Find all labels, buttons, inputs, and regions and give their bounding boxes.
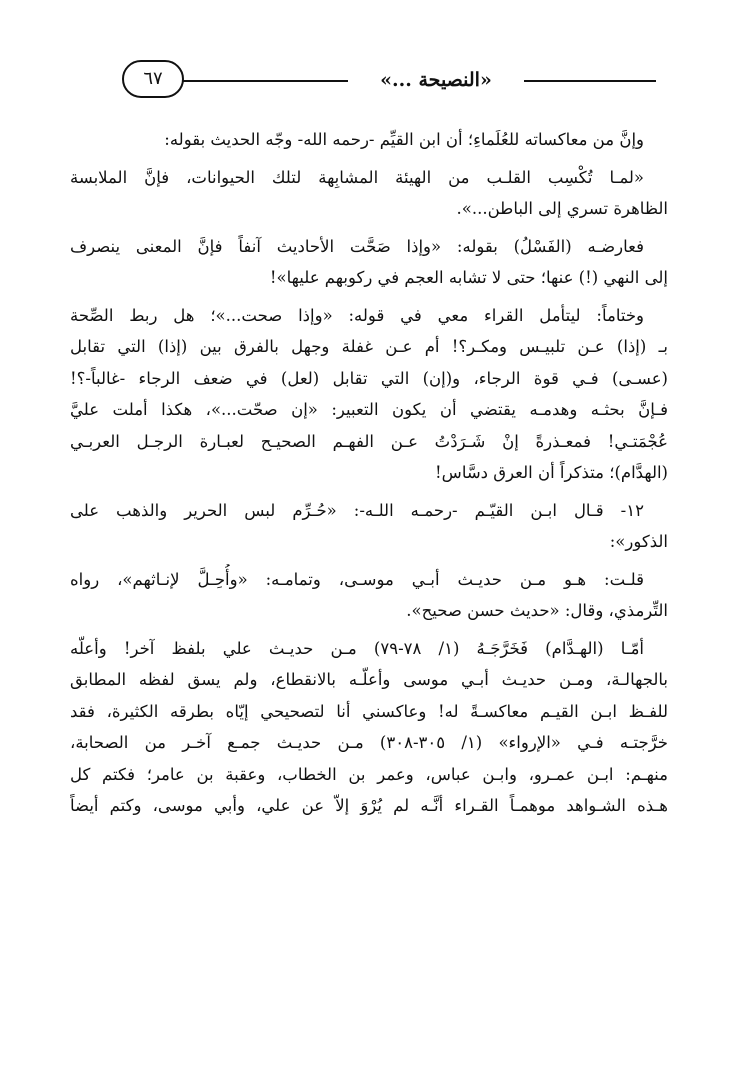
header-rule-left	[168, 80, 348, 82]
text-line: وختاماً: ليتأمل القراء معي في قوله: «وإذا صحت...»؛ هل ربط الصِّحة	[70, 305, 644, 325]
text-line: فعارضـه (الفَسْلُ) بقوله: «وإذا صَحَّت الأحاديث آنفاً فإنَّ المعنى ينصرف	[70, 236, 644, 256]
header-rule-right	[524, 80, 656, 82]
text-line: «لمـا تُكْسِب القلـب من الهيئة المشابِهة لتلك الحيوانات، فإنَّ الملابسة	[70, 167, 644, 187]
page-number: ٦٧	[122, 60, 184, 98]
paragraph	[70, 564, 668, 627]
text-line: خرَّجتـه فـي «الإرواء» (١/ ٣٠٥-٣٠٨) مـن حديـث جمـع آخـر من الصحابة،	[70, 733, 668, 752]
text-line: الظاهرة تسري إلى الباطن...».	[456, 199, 668, 218]
text-line: ١٢- قـال ابـن القيّـم -رحمـه اللـه-: «حُـرِّم لبس الحرير والذهب على	[70, 500, 644, 520]
paragraph	[70, 231, 668, 294]
running-title: «النصيحة ...»	[380, 69, 492, 91]
paragraph	[70, 162, 668, 225]
text-line: التِّرمذي، وقال: «حديث حسن صحيح».	[406, 601, 668, 620]
text-line: إلى النهي (!) عنها؛ حتى لا تشابه العجم في ركوبهم عليها»!	[269, 268, 668, 287]
paragraph	[70, 124, 668, 156]
text-line: هـذه الشـواهد موهمـاً القـراء أنَّـه لم يُرْوَ إلاّ عن علي، وأبي موسى، وكتم أيضاً	[70, 796, 668, 815]
running-header	[72, 58, 656, 102]
text-line: عُجْمَتـي! فمعـذرةً إنْ شَـرَدْتُ عـن الفهـم الصحيـح لعبـارة الرجـل العربـي	[70, 431, 668, 451]
text-line: للفـظ ابـن القيـم معاكسـةً له! وعاكسني أنا لتصحيحي إيّاه بطرقه الكثيرة، فقد	[70, 701, 668, 721]
text-line: فـإنَّ بحثـه وهدمـه يقتضي أن يكون التعبير: «إن صحّت...»، هكذا أملت عليَّ	[70, 400, 668, 419]
text-line: (الهدَّام)؛ متذكراً أن العرق دسَّاس!	[435, 463, 668, 482]
text-line: أمّـا (الهـدَّام) فَخَرَّجَـهُ (١/ ٧٨-٧٩) مـن حديـث علي بلفظ آخر! وأعلّه	[70, 638, 644, 658]
text-line: الذكور»:	[609, 532, 668, 551]
text-line: (عسـى) فـي قوة الرجاء، و(إن) التي تقابل (لعل) في ضعف الرجاء -غالباً-؟!	[70, 368, 668, 388]
text-line: بـ (إذا) عـن تلبيـس ومكـر؟! أم عـن غفلة وجهل بالفرق بين (إذا) التي تقابل	[70, 337, 668, 356]
paragraph	[70, 633, 668, 822]
paragraph	[70, 495, 668, 558]
body-text	[70, 124, 668, 822]
text-line: قلـت: هـو مـن حديـث أبـي موسـى، وتمامـه: «وأُحِـلَّ لإنـاثهم»، رواه	[70, 569, 644, 589]
text-line: بالجهالـة، ومـن حديـث أبـي موسى وأعلّـه بالانقطاع، ولم يسق لفظه المطابق	[70, 670, 668, 689]
text-line: منهـم: ابـن عمـرو، وابـن عباس، وعمر بن الخطاب، وعقبة بن عامر؛ فكتم كل	[70, 764, 668, 784]
paragraph	[70, 300, 668, 489]
text-line: وإنَّ من معاكساته للعُلَماءِ؛ أن ابن القيِّم -رحمه الله- وجّه الحديث بقوله:	[164, 130, 644, 149]
